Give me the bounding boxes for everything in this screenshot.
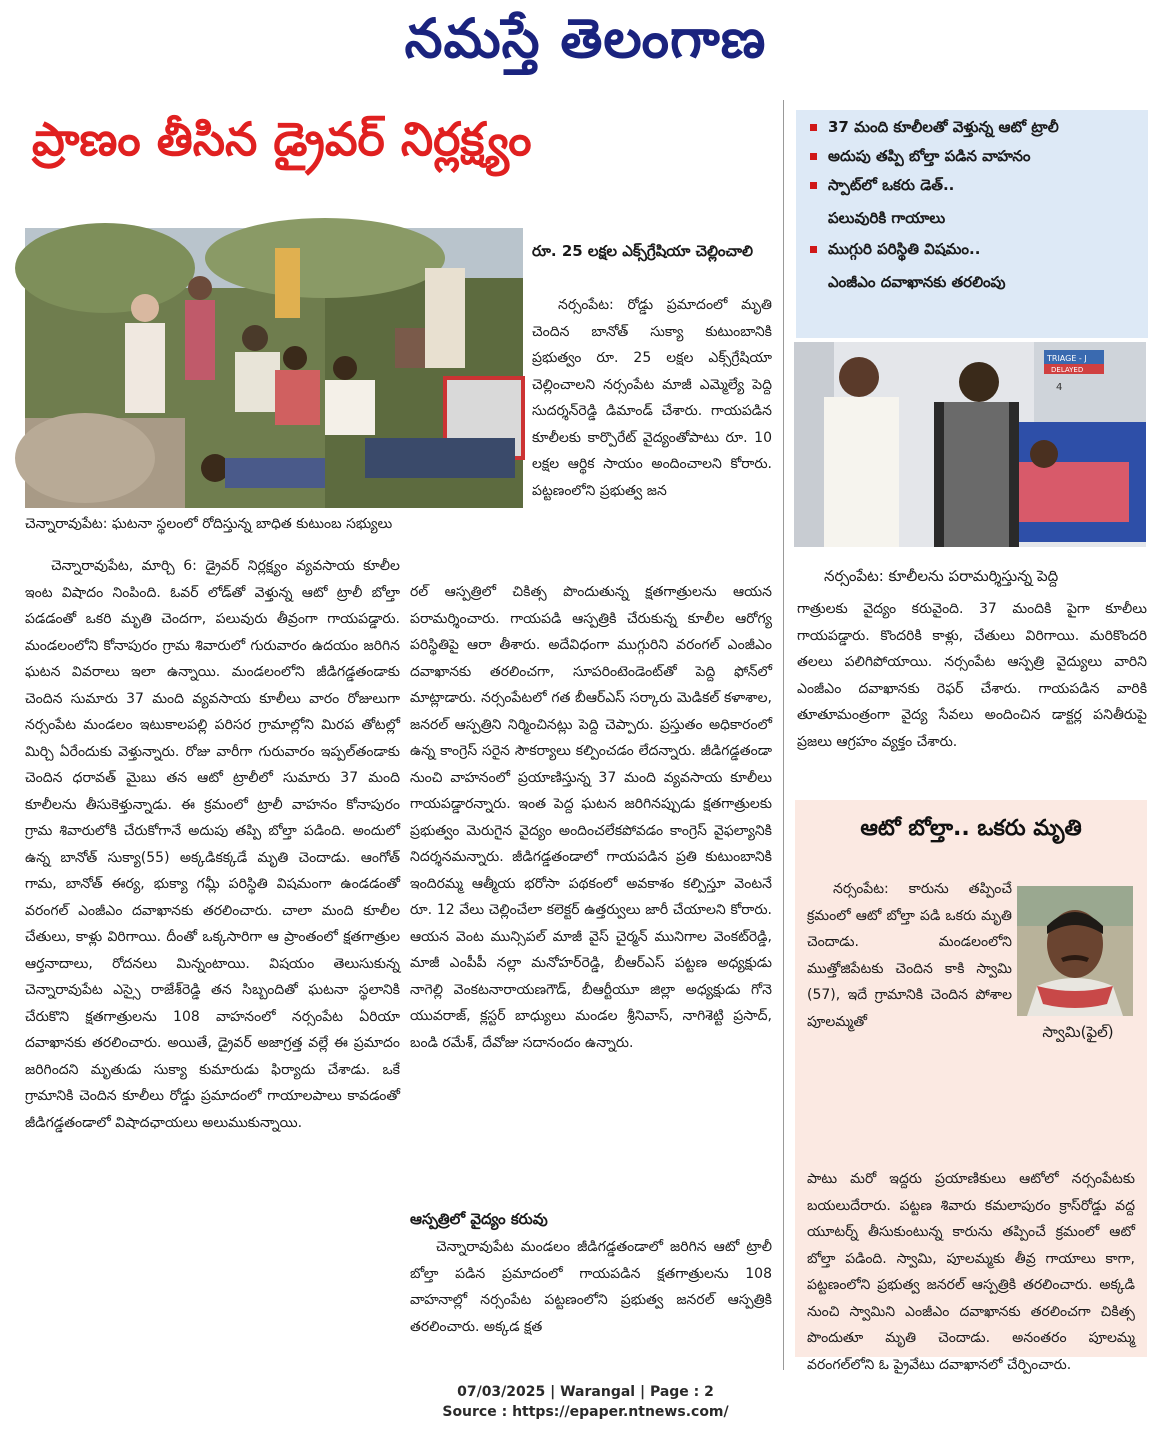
page-headline: ప్రాణం తీసిన డ్రైవర్ నిర్లక్ష్యం — [32, 112, 532, 166]
highlight-text: స్పాట్‌లో ఒకరు డెత్.. — [828, 176, 955, 194]
exgratia-heading: రూ. 25 లక్షల ఎక్స్‌గ్రేషియా చెల్లించాలి — [532, 242, 754, 260]
main-story-column — [25, 553, 400, 1353]
delayed-sign: DELAYED — [1051, 366, 1084, 374]
highlight-text: 37 మంది కూలీలతో వెళ్తున్న ఆటో ట్రాలీ — [828, 118, 1059, 136]
masthead-logo: నమస్తే తెలంగాణ — [404, 6, 767, 70]
auto-accident-box — [795, 800, 1147, 1373]
highlight-item — [810, 118, 1138, 137]
hospital-story-continued — [797, 596, 1147, 794]
portrait-photo — [1017, 886, 1133, 1016]
exgratia-story-continued — [410, 579, 772, 1207]
highlight-text: ఎంజీఎం దవాఖానకు తరలింపు — [828, 273, 1006, 291]
hospital-visit-photo — [794, 342, 1146, 547]
hospital-subheading: ఆస్పత్రిలో వైద్యం కరువు — [410, 1210, 548, 1228]
bullet-marker — [810, 182, 817, 189]
exgratia-story-top — [532, 292, 772, 557]
hospital-story — [410, 1234, 772, 1354]
edition-info: 07/03/2025 | Warangal | Page : 2 — [457, 1384, 714, 1400]
bed-number: 4 — [1056, 382, 1063, 393]
bullet-marker — [810, 246, 817, 253]
triage-sign: TRIAGE - J — [1047, 354, 1087, 363]
portrait-caption: స్వామి(ఫైల్) — [1042, 1023, 1114, 1041]
accident-photo-caption: చెన్నారావుపేట: ఘటనా స్థలంలో రోదిస్తున్న బాధిత కుటుంబ సభ్యులు — [25, 516, 393, 532]
highlights-box — [796, 110, 1148, 338]
paragraph: చెన్నారావుపేట, మార్చి 6: డ్రైవర్ నిర్లక్ష్యం వ్యవసాయ కూలీల ఇంట విషాదం నింపింది. ఓవర్ లోడ్‌తో వెళ్తున్న ఆటో ట్రాలీ బోల్తా పడడంతో ఒకరి మృతి చెందగా, పలువురు తీవ్రంగా గాయపడ్డారు. మండలంలోని కోనాపురం గ్రామ శివారులో గురువారం ఉదయం జరిగిన ఘటన వివరాలు ఇలా ఉన్నాయి. మండలంలోని జీడిగడ్డతండాకు చెందిన సుమారు 37 మంది వ్యవసాయ కూలీలు వారం రోజులుగా నర్సంపేట మండలం ఇటుకాలపల్లి పరిసర గ్రామాల్లోని మిరప తోటల్లో మిర్చి ఏరేందుకు వెళ్తున్నారు. రోజు వారీగా గురువారం ఇప్పల్‌తండాకు చెందిన ధరావత్ మైబు తన ఆటో ట్రాలీలో సుమారు 37 మంది కూలీలను తీసుకెళ్తున్నాడు. ఈ క్రమంలో ట్రాలీ వాహనం కోనాపురం గ్రామ శివారులోకి చేరుకోగానే అదుపు తప్పి బోల్తా పడింది. అందులో ఉన్న బానోత్ సుక్యా(55) అక్కడికక్కడే మృతి చెందాడు. ఆంగోత్ గామ, బానోత్ ఈర్య, భుక్యా గమ్లీ పరిస్థితి విషమంగా ఉండడంతో వరంగల్ ఎంజీఎం దవాఖానకు తరలించారు. చాలా మంది కూలీల చేతులు, కాళ్లు విరిగాయి. దీంతో ఒక్కసారిగా ఆ ప్రాంతంలో క్షతగాత్రుల ఆర్తనాదాలు, రోదనలు మిన్నంటాయి. విషయం తెలుసుకున్న చెన్నారావుపేట ఎస్సై రాజేశ్‌రెడ్డి తన సిబ్బందితో ఘటనా స్థలానికి చేరుకొని క్షతగాత్రులను 108 వాహనంలో నర్సంపేట ఏరియా దవాఖానకు తరలించారు. అయితే, డ్రైవర్ అజాగ్రత్త వల్లే ఈ ప్రమాదం జరిగిందని మృతుడు సుక్యా కుమారుడు ఫిర్యాదు చేశాడు. ఒకే గ్రామానికి చెందిన కూలీలు రోడ్డు ప్రమాదంలో గాయాలపాలు కావడంతో జీడిగడ్డతండాలో విషాదఛాయలు అలుముకున్నాయి. — [25, 558, 400, 1131]
highlight-text: ముగ్గురి పరిస్థితి విషమం.. — [828, 240, 981, 258]
highlight-text: పలువురికి గాయాలు — [828, 209, 946, 227]
source-link[interactable]: Source : https://epaper.ntnews.com/ — [442, 1404, 729, 1420]
highlight-item — [810, 147, 1138, 166]
page-footer — [0, 1382, 1171, 1422]
box-lead-text — [807, 876, 1012, 1168]
paragraph: పాటు మరో ఇద్దరు ప్రయాణికులు ఆటోలో నర్సంపేటకు బయలుదేరారు. పట్టణ శివారు కమలాపురం క్రాస్‌రోడ్డు వద్ద యూటర్న్ తీసుకుంటున్న కారును తప్పించే క్రమంలో ఆటో బోల్తా పడింది. స్వామి, పూలమ్మకు తీవ్ర గాయాలు కాగా, పట్టణంలోని ప్రభుత్వ జనరల్ ఆస్పత్రికి తరలించారు. అక్కడి నుంచి స్వామిని ఎంజీఎం దవాఖానకు తరలించగా చికిత్స పొందుతూ మృతి చెందాడు. అనంతరం పూలమ్మ వరంగల్‌లోని ఓ ప్రైవేటు దవాఖానలో చేర్పించారు. — [807, 1171, 1135, 1373]
hospital-photo-caption: నర్సంపేట: కూలీలను పరామర్శిస్తున్న పెద్ది — [824, 567, 1059, 585]
highlight-text: అదుపు తప్పి బోల్తా పడిన వాహనం — [828, 147, 1031, 165]
bullet-marker — [810, 124, 817, 131]
bullet-marker — [810, 153, 817, 160]
paragraph: చెన్నారావుపేట మండలం జీడిగడ్డతండాలో జరిగిన ఆటో ట్రాలీ బోల్తా పడిన ప్రమాదంలో గాయపడిన క్షతగాత్రులను 108 వాహనాల్లో నర్సంపేట పట్టణంలోని ప్రభుత్వ జనరల్ ఆస్పత్రికి తరలించారు. అక్కడ క్షత — [410, 1239, 772, 1335]
accident-site-photo — [25, 228, 523, 508]
box-story-text — [807, 1166, 1135, 1373]
highlight-item — [810, 240, 1138, 292]
box-title: ఆటో బోల్తా.. ఒకరు మృతి — [860, 816, 1082, 841]
highlight-item — [810, 176, 1138, 228]
paragraph: నర్సంపేట: కారును తప్పించే క్రమంలో ఆటో బోల్తా పడి ఒకరు మృతి చెందాడు. మండలంలోని ముత్తోజిపేటకు చెందిన కాకి స్వామి (57), ఇదే గ్రామానికి చెందిన పోశాల పూలమ్మతో — [807, 881, 1012, 1030]
paragraph: నర్సంపేట: రోడ్డు ప్రమాదంలో మృతి చెందిన బానోత్ సుక్యా కుటుంబానికి ప్రభుత్వం రూ. 25 లక్షల ఎక్స్‌గ్రేషియా చెల్లించాలని నర్సంపేట మాజీ ఎమ్మెల్యే పెద్ది సుదర్శన్‌రెడ్డి డిమాండ్ చేశారు. గాయపడిన కూలీలకు కార్పొరేట్ వైద్యంతోపాటు రూ. 10 లక్షల ఆర్థిక సాయం అందించాలని కోరారు. పట్టణంలోని ప్రభుత్వ జన — [532, 297, 772, 499]
column-divider — [783, 100, 784, 1370]
paragraph: గాత్రులకు వైద్యం కరువైంది. 37 మందికి పైగా కూలీలు గాయపడ్డారు. కొందరికి కాళ్లు, చేతులు విరిగాయి. మరికొందరి తలలు పలిగిపోయాయి. నర్సంపేట ఆస్పత్రి వైద్యులు వారిని ఎంజీఎం దవాఖానకు రెఫర్ చేశారు. గాయపడిన వారికి తూతూమంత్రంగా వైద్య సేవలు అందించిన డాక్టర్ల పనితీరుపై ప్రజలు ఆగ్రహం వ్యక్తం చేశారు. — [797, 601, 1147, 750]
paragraph: రల్ ఆస్పత్రిలో చికిత్స పొందుతున్న క్షతగాత్రులను ఆయన పరామర్శించారు. గాయపడి ఆస్పత్రికి చేరుకున్న కూలీల ఆరోగ్య పరిస్థితిపై ఆరా తీశారు. అదేవిధంగా ముగ్గురిని వరంగల్ ఎంజీఎం దవాఖానకు తరలించగా, సూపరింటెండెంట్‌తో పెద్ది ఫోన్‌లో మాట్లాడారు. నర్సంపేటలో గత బీఆర్‌ఎస్ సర్కారు మెడికల్ కళాశాల, జనరల్ ఆస్పత్రిని నిర్మించినట్లు పెద్ది చెప్పారు. ప్రస్తుతం అధికారంలో ఉన్న కాంగ్రెస్ సరైన సౌకర్యాలు కల్పించడం లేదన్నారు. జీడిగడ్డతండా నుంచి వాహనంలో ప్రయాణిస్తున్న 37 మంది వ్యవసాయ కూలీలు గాయపడ్డారన్నారు. ఇంత పెద్ద ఘటన జరిగినప్పుడు క్షతగాత్రులకు ప్రభుత్వం మెరుగైన వైద్యం అందించలేకపోవడం కాంగ్రెస్ వైఫల్యానికి నిదర్శనమన్నారు. జీడిగడ్డతండాలో గాయపడిన ప్రతి కుటుంబానికి ఇందిరమ్మ ఆత్మీయ భరోసా పథకంలో అవకాశం కల్పిస్తూ వెంటనే రూ. 12 వేలు చెల్లించేలా కలెక్టర్ ఉత్తర్వులు జారీ చేయాలని కోరారు. ఆయన వెంట మున్సిపల్ మాజీ వైస్ చైర్మన్ మునిగాల వెంకట్‌రెడ్డి, మాజీ ఎంపీపీ నల్లా మనోహర్‌రెడ్డి, బీఆర్‌ఎస్ పట్టణ అధ్యక్షుడు నాగెల్లి వెంకటనారాయణగౌడ్, బీఆర్టీయూ జిల్లా అధ్యక్షుడు గోనె యువరాజ్, క్లస్టర్ బాధ్యులు మండల శ్రీనివాస్, నాగిశెట్టి ప్రసాద్, బండి రమేశ్, దేవోజు సదానందం ఉన్నారు. — [410, 584, 772, 1051]
